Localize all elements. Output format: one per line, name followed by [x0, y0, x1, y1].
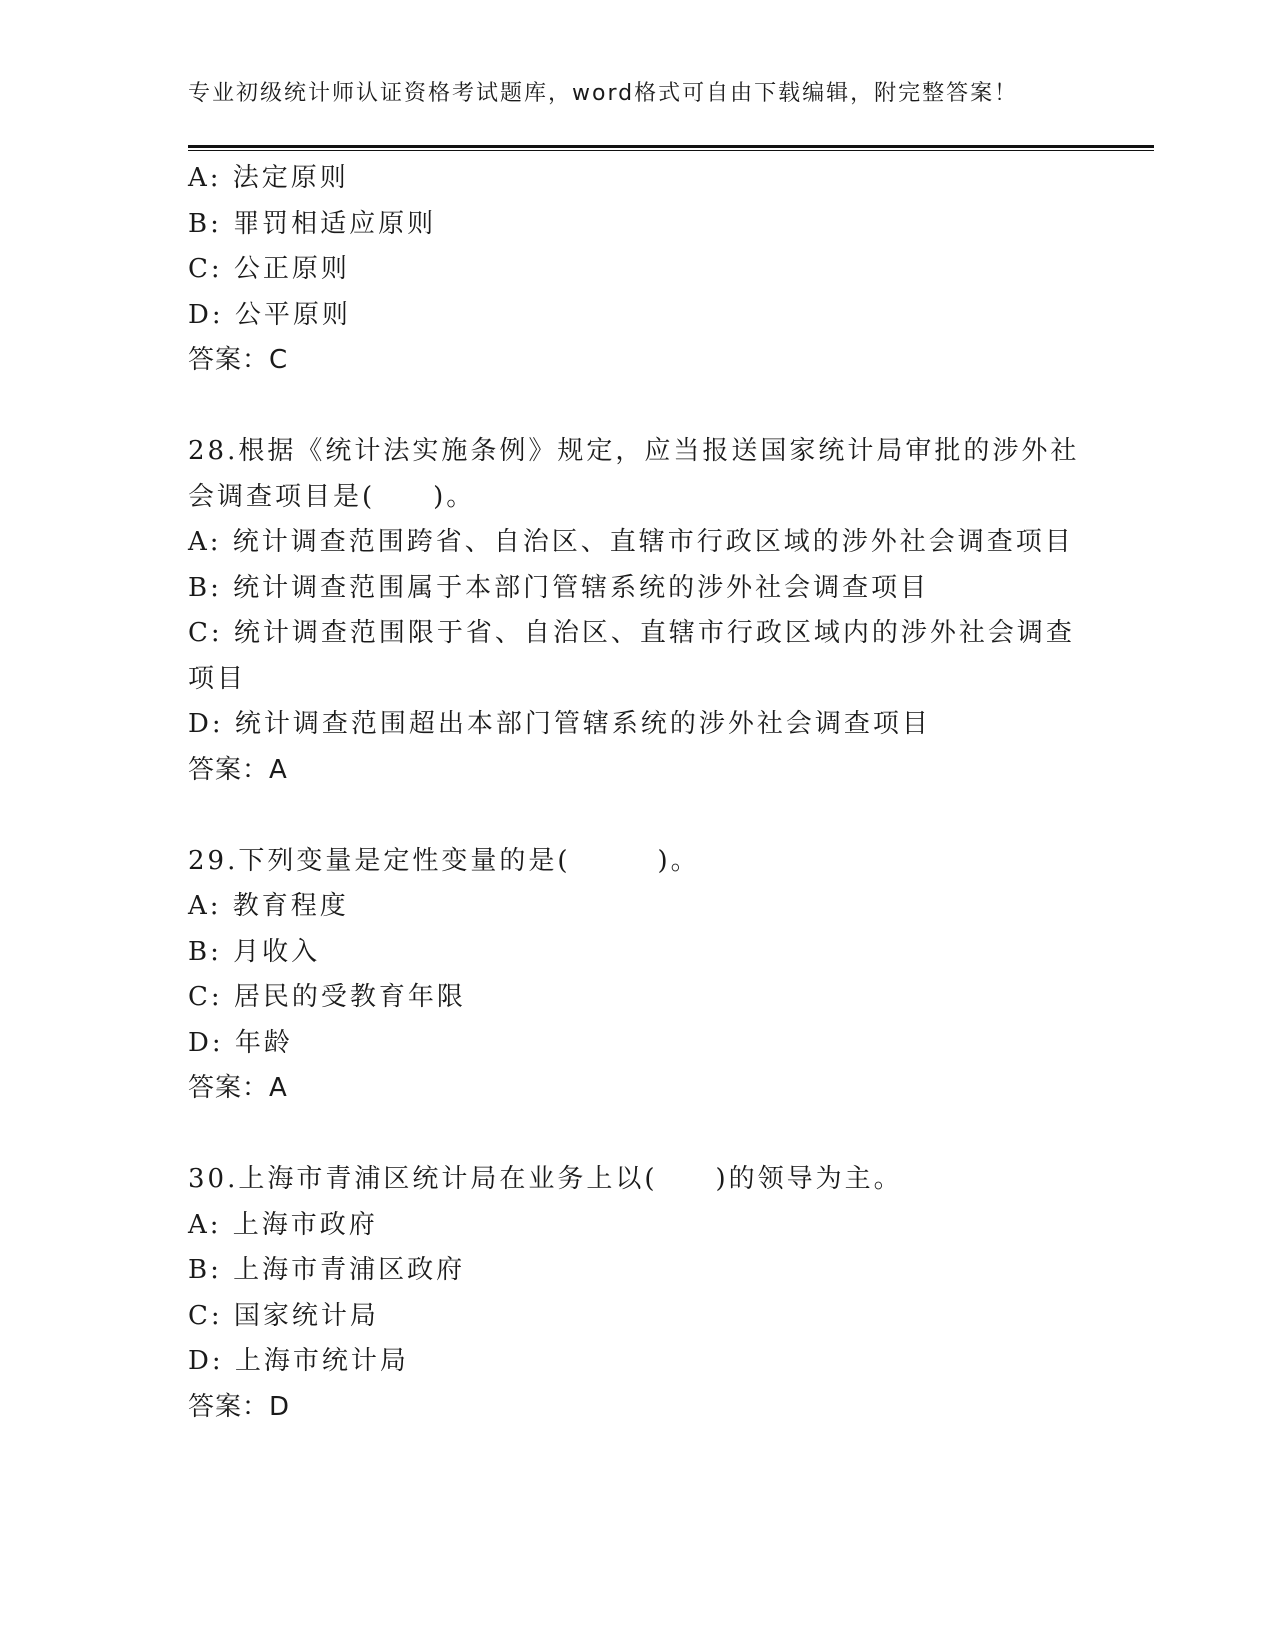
option-d: D: 公平原则 — [188, 299, 351, 330]
answer-30: 答案：D — [188, 1391, 291, 1422]
header-rule — [188, 145, 1154, 151]
option-c: C: 统计调查范围限于省、自治区、直辖市行政区域内的涉外社会调查 — [188, 618, 1075, 648]
option-b: B: 月收入 — [188, 936, 321, 967]
option-d: D: 上海市统计局 — [188, 1346, 409, 1376]
option-c: C: 公正原则 — [188, 254, 350, 284]
answer-27: 答案：C — [188, 345, 289, 375]
question-29 — [188, 839, 1088, 1112]
option-b: B: 罪罚相适应原则 — [188, 208, 437, 239]
question-stem-continued: 会调查项目是( )。 — [188, 481, 476, 512]
page-header: 专业初级统计师认证资格考试题库，word格式可自由下载编辑，附完整答案！ — [188, 81, 1019, 106]
option-d: D: 统计调查范围超出本部门管辖系统的涉外社会调查项目 — [188, 709, 931, 739]
question-27-options — [188, 156, 1088, 384]
option-a: A: 上海市政府 — [188, 1209, 378, 1240]
question-stem: 28.根据《统计法实施条例》规定，应当报送国家统计局审批的涉外社 — [188, 436, 1080, 466]
option-c: C: 国家统计局 — [188, 1300, 379, 1331]
option-c-continued: 项目 — [188, 663, 247, 694]
question-content — [188, 156, 1088, 1430]
answer-29: 答案：A — [188, 1073, 288, 1103]
option-c: C: 居民的受教育年限 — [188, 982, 466, 1012]
option-a: A: 统计调查范围跨省、自治区、直辖市行政区域的涉外社会调查项目 — [188, 527, 1074, 557]
question-stem: 30.上海市青浦区统计局在业务上以( )的领导为主。 — [188, 1164, 903, 1194]
option-d: D: 年龄 — [188, 1027, 293, 1058]
option-b: B: 上海市青浦区政府 — [188, 1255, 466, 1285]
question-28 — [188, 429, 1088, 793]
question-stem: 29.下列变量是定性变量的是( )。 — [188, 845, 700, 876]
question-30 — [188, 1157, 1088, 1430]
answer-28: 答案：A — [188, 754, 288, 785]
option-a: A: 法定原则 — [188, 163, 349, 193]
option-a: A: 教育程度 — [188, 891, 349, 921]
option-b: B: 统计调查范围属于本部门管辖系统的涉外社会调查项目 — [188, 572, 930, 603]
